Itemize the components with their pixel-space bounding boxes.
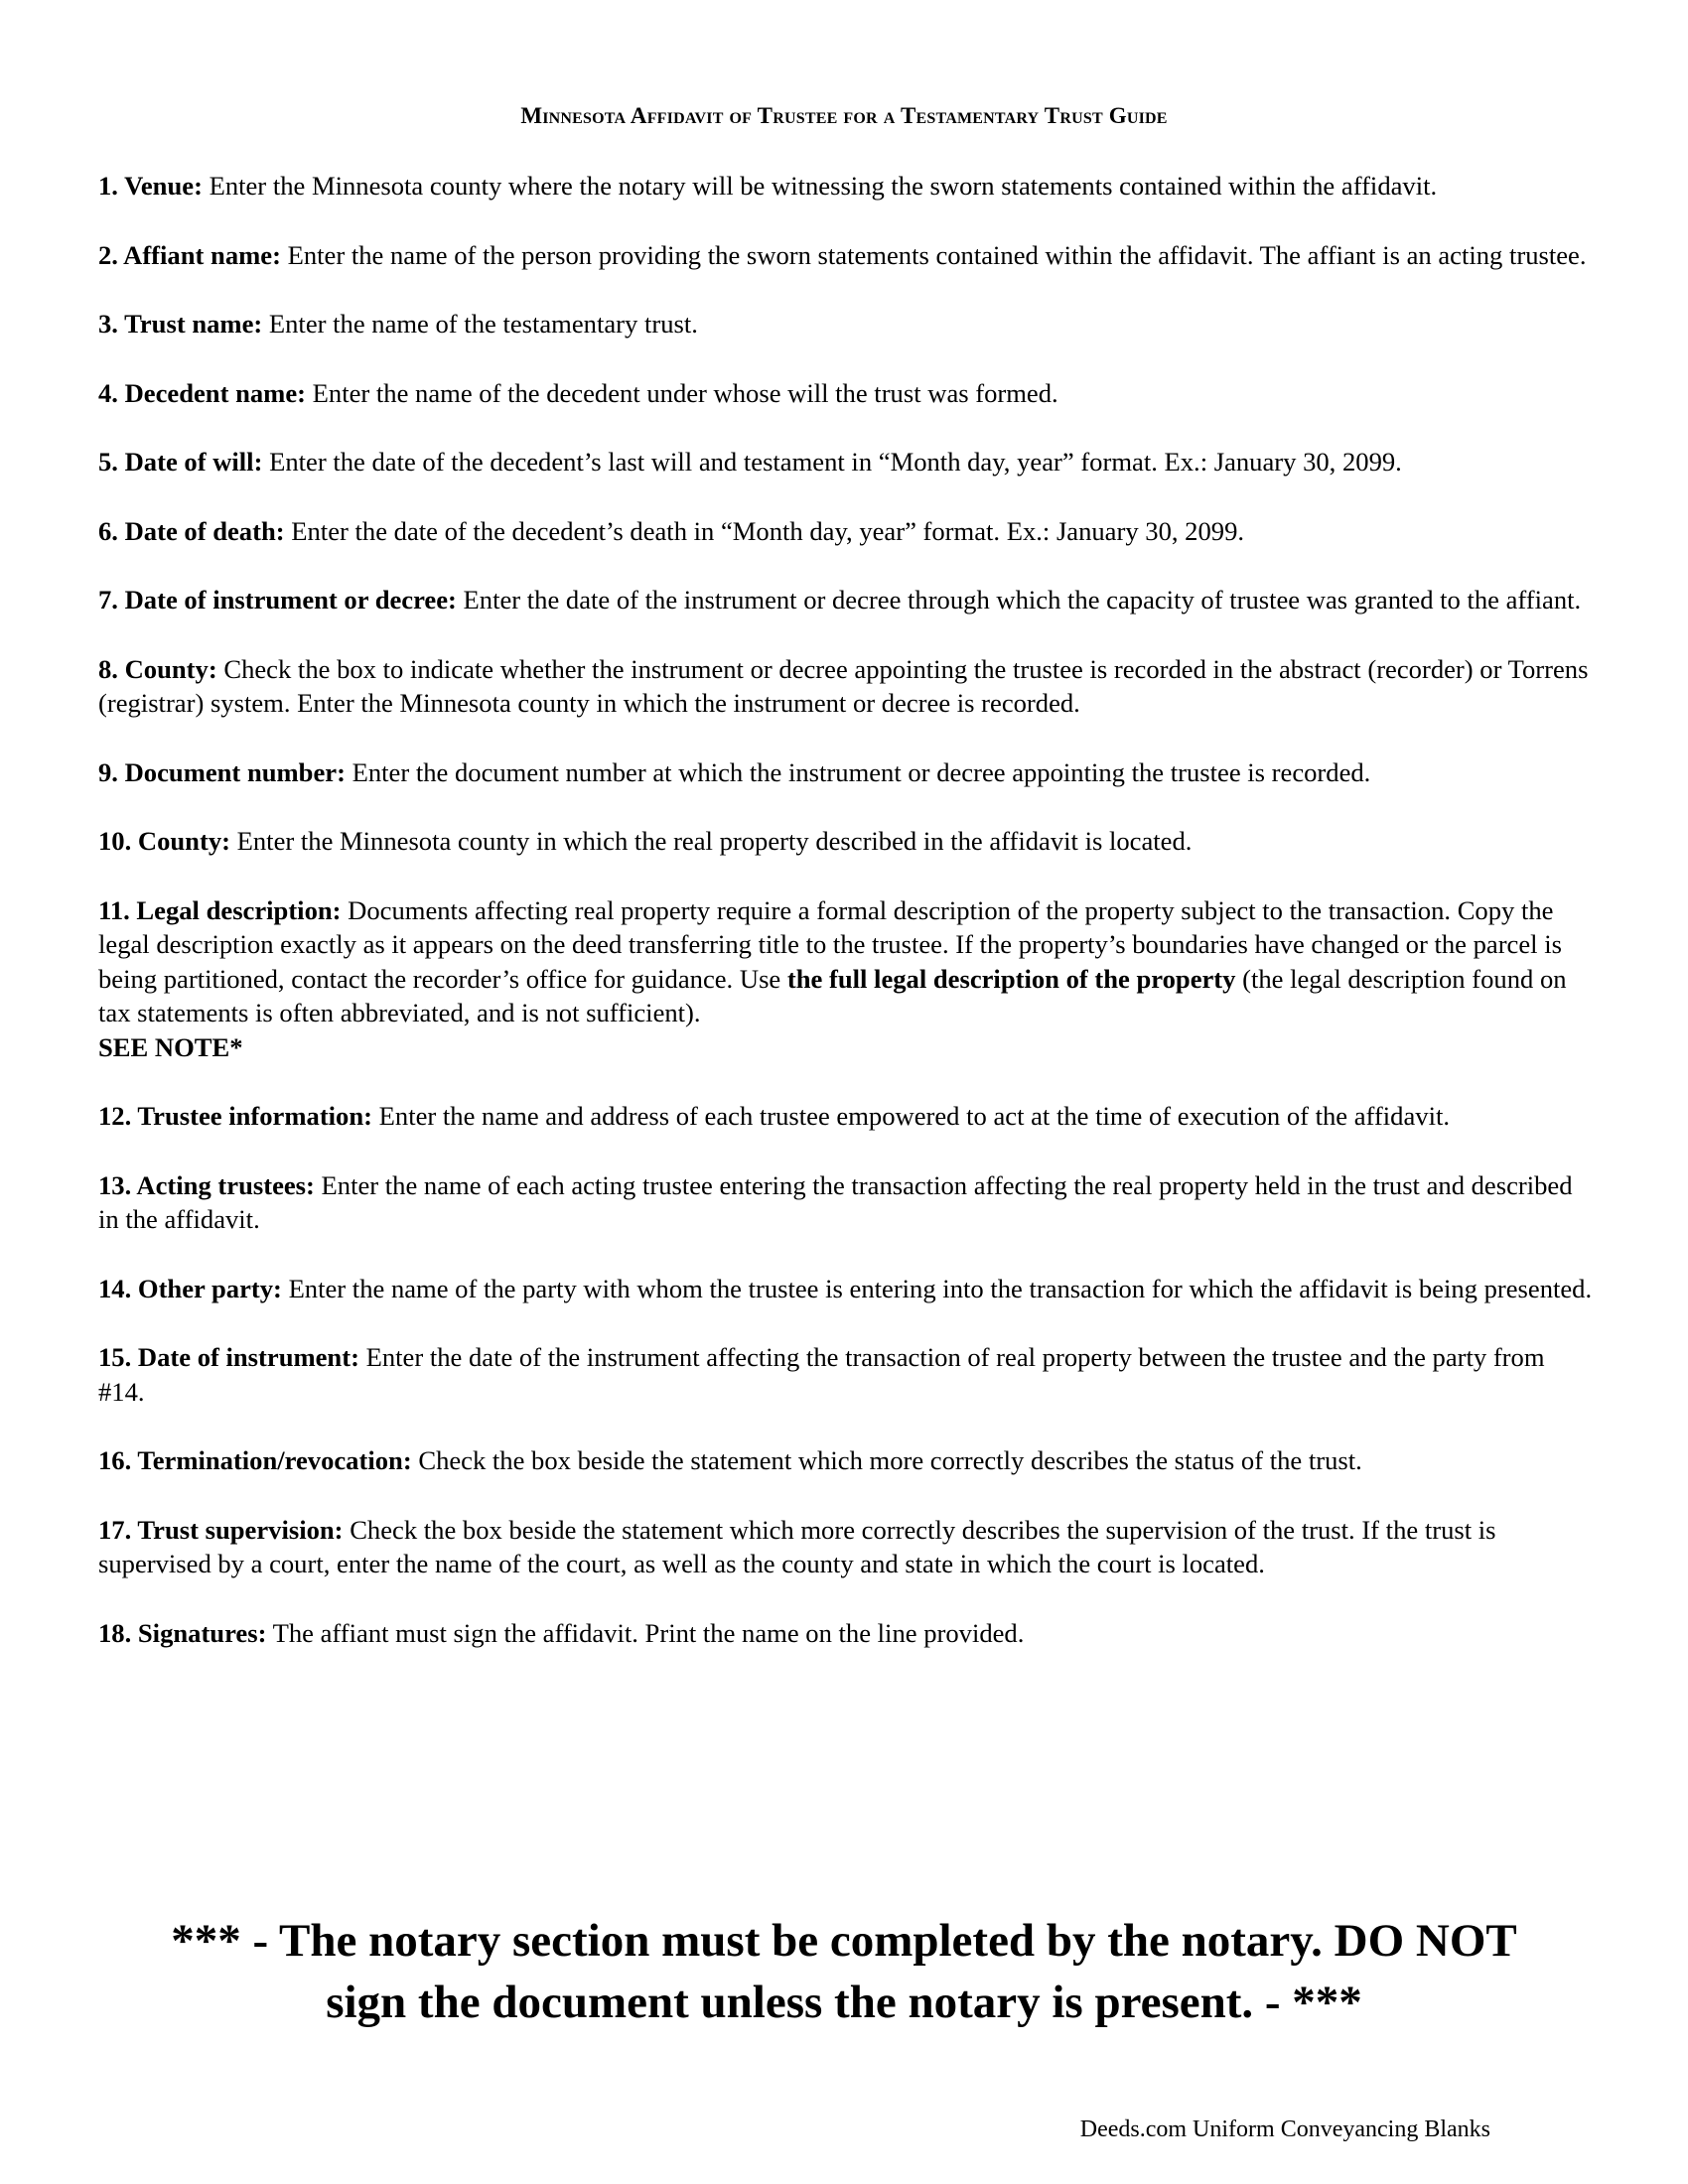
list-item	[98, 514, 1593, 549]
list-item	[98, 1168, 1593, 1237]
item-label: 9. Document number:	[98, 756, 346, 787]
item-text: Check the box beside the statement which more correctly describes the status of the trust.	[418, 1445, 1362, 1475]
item-label: 10. County:	[98, 826, 230, 856]
list-item	[98, 755, 1593, 790]
item-label: 8. County:	[98, 653, 217, 684]
item-text: Enter the name of the person providing the sworn statements contained within the affidavit. The affiant is an acting trustee.	[287, 239, 1587, 270]
list-item	[98, 1616, 1593, 1651]
item-label: 4. Decedent name:	[98, 377, 306, 408]
list-item	[98, 1513, 1593, 1581]
item-text: Enter the date of the instrument affecting the transaction of real property between the trustee and the party from #14.	[98, 1342, 1545, 1407]
item-text: Enter the name of each acting trustee entering the transaction affecting the real property held in the trust and described in the affidavit.	[98, 1169, 1573, 1234]
item-text-after: (the legal description found on tax statements is often abbreviated, and is not sufficient).	[98, 963, 1567, 1027]
item-label: 14. Other party:	[98, 1273, 282, 1303]
notary-warning	[0, 1910, 1688, 2033]
list-item	[98, 1272, 1593, 1306]
list-item	[98, 1340, 1593, 1409]
item-text-emphasis: the full legal description of the property	[786, 963, 1236, 994]
list-item	[98, 1099, 1593, 1134]
item-text: Check the box to indicate whether the instrument or decree appointing the trustee is recorded in the abstract (recorder) or Torrens (registrar) system. Enter the Minnesota county in which the instrument or decree is recorded.	[98, 653, 1589, 718]
list-item	[98, 583, 1593, 617]
list-item	[98, 652, 1593, 721]
item-label: 2. Affiant name:	[98, 239, 281, 270]
item-label: 3. Trust name:	[98, 309, 263, 339]
item-text: Documents affecting real property require a formal description of the property subject to the transaction. Copy the legal description exactly as it appears on the deed transferring title to the trustee. If the property’s boundaries have changed or the parcel is being partitioned, contact the recorder’s office for guidance.	[98, 894, 1562, 994]
item-text: Enter the name of the party with whom the trustee is entering into the transaction for which the affidavit is being presented.	[288, 1273, 1593, 1303]
item-label: 11. Legal description:	[98, 894, 342, 925]
item-label: 7. Date of instrument or decree:	[98, 585, 457, 614]
item-text: Enter the date of the instrument or decree through which the capacity of trustee was granted to the affiant.	[463, 585, 1582, 614]
list-item	[98, 376, 1593, 411]
item-text: Enter the date of the decedent’s last will and testament in “Month day, year” format. Ex.: January 30, 2099.	[269, 447, 1402, 477]
see-note: SEE NOTE*	[98, 1031, 243, 1062]
item-text: Enter the name of the decedent under whose will the trust was formed.	[312, 377, 1058, 408]
item-label: 1. Venue:	[98, 171, 203, 201]
item-text: Enter the name and address of each trustee empowered to act at the time of execution of the affidavit.	[378, 1101, 1451, 1131]
item-text: Enter the date of the decedent’s death in “Month day, year” format. Ex.: January 30, 2099.	[291, 515, 1245, 546]
list-item-legal-description	[98, 893, 1593, 1065]
document-title: Minnesota Affidavit of Trustee for a Testamentary Trust Guide	[520, 103, 1168, 128]
notary-warning-line-1: *** - The notary section must be completed by the notary. DO NOT	[171, 1915, 1517, 1967]
notary-warning-line-2: sign the document unless the notary is present. - ***	[326, 1977, 1362, 2028]
item-label: 15. Date of instrument:	[98, 1342, 359, 1372]
item-text: The affiant must sign the affidavit. Print the name on the line provided.	[272, 1617, 1025, 1648]
list-item	[98, 238, 1593, 273]
item-text: Check the box beside the statement which more correctly describes the supervision of the trust. If the trust is supervised by a court, enter the name of the court, as well as the county and state in which the court is located.	[98, 1514, 1496, 1578]
item-label: 17. Trust supervision:	[98, 1514, 344, 1545]
item-text: Enter the Minnesota county where the notary will be witnessing the sworn statements contained within the affidavit.	[209, 171, 1438, 201]
item-label: 13. Acting trustees:	[98, 1169, 315, 1200]
item-label: 18. Signatures:	[98, 1617, 267, 1648]
list-item	[98, 307, 1593, 341]
list-item	[98, 824, 1593, 859]
item-text: Enter the Minnesota county in which the real property described in the affidavit is located.	[236, 826, 1193, 856]
item-text: Enter the document number at which the instrument or decree appointing the trustee is recorded.	[352, 756, 1371, 787]
footer-brand: Deeds.com Uniform Conveyancing Blanks	[1079, 2116, 1490, 2142]
list-item	[98, 445, 1593, 479]
item-label: 16. Termination/revocation:	[98, 1445, 412, 1475]
list-item	[98, 1443, 1593, 1478]
list-item	[98, 169, 1593, 204]
item-text-use: Use	[739, 963, 781, 994]
item-label: 12. Trustee information:	[98, 1101, 373, 1131]
item-label: 6. Date of death:	[98, 515, 285, 546]
item-label: 5. Date of will:	[98, 447, 263, 477]
instruction-list	[98, 169, 1593, 1685]
item-text: Enter the name of the testamentary trust.	[268, 309, 698, 339]
